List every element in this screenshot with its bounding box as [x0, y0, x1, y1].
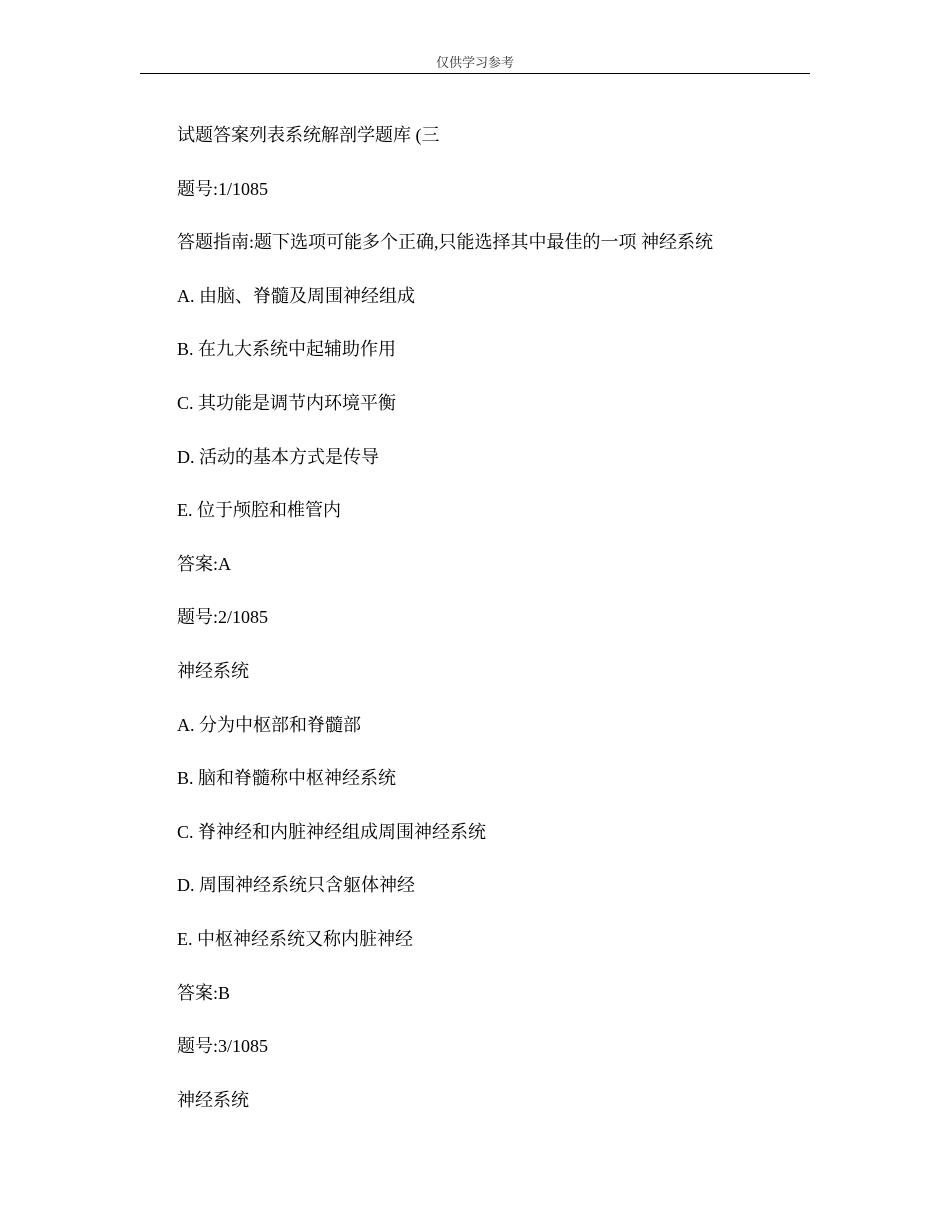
- header-text: 仅供学习参考: [435, 55, 514, 70]
- answer: 答案:A: [177, 553, 231, 574]
- option-a: A. 分为中枢部和脊髓部: [177, 714, 361, 735]
- question-number: 题号:2/1085: [177, 607, 269, 628]
- question-number: 题号:1/1085: [177, 178, 269, 199]
- question-stem: 神经系统: [177, 1089, 249, 1110]
- question-stem: 神经系统: [177, 660, 249, 681]
- option-c: C. 脊神经和内脏神经组成周围神经系统: [177, 821, 487, 842]
- document-body: [177, 123, 817, 1141]
- option-c: C. 其功能是调节内环境平衡: [177, 392, 397, 413]
- option-b: B. 脑和脊髓称中枢神经系统: [177, 768, 397, 789]
- question-stem: 答题指南:题下选项可能多个正确,只能选择其中最佳的一项 神经系统: [177, 232, 713, 253]
- option-e: E. 中枢神经系统又称内脏神经: [177, 928, 413, 949]
- option-e: E. 位于颅腔和椎管内: [177, 500, 341, 521]
- document-title: 试题答案列表系统解剖学题库 (三: [177, 125, 440, 145]
- option-d: D. 活动的基本方式是传导: [177, 446, 379, 467]
- option-d: D. 周围神经系统只含躯体神经: [177, 875, 415, 896]
- page-header: [140, 55, 810, 74]
- question-number: 题号:3/1085: [177, 1036, 269, 1057]
- option-a: A. 由脑、脊髓及周围神经组成: [177, 285, 415, 306]
- option-b: B. 在九大系统中起辅助作用: [177, 339, 397, 360]
- answer: 答案:B: [177, 982, 231, 1003]
